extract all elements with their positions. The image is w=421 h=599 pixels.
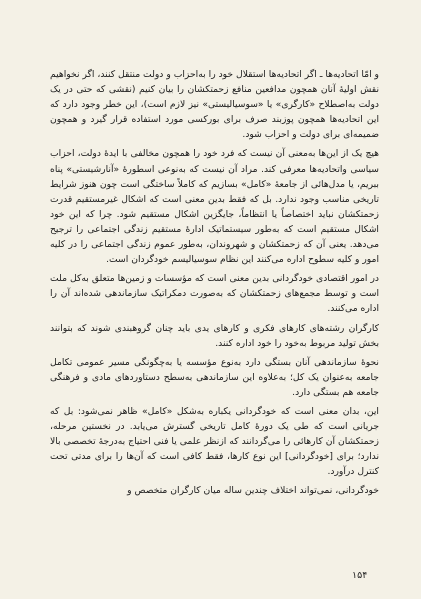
page-number: ۱۵۴ <box>352 570 368 581</box>
paragraph: کارگران رشته‌های کارهای فکری و کارهای یدی باید چنان گروهبندی شوند که بتوانند بخش تولید مربوط به‌خود را خود اداره کنند. <box>50 322 379 349</box>
paragraph: نحوهٔ سازماندهی آنان بستگی دارد به‌نوع مؤسسه یا به‌چگونگی مسیر عمومی تکامل جامعه به‌عنوان یک کل؛ به‌علاوه این سازماندهی به‌سطح دستاوردهای مادی و فرهنگی جامعه هم بستگی دارد. <box>50 356 379 398</box>
paragraph: هیچ یک از این‌ها به‌معنی آن نیست که فرد خود را همچون مخالفی با ایدهٔ دولت، احزاب سیاسی واتحادیه‌ها معرفی کند. مراد آن نیست که به‌نوعی اسطورهٔ «آنارشیستی» پناه ببریم، یا مدل‌هائی از جامعهٔ «کامل» بسازیم که کاملاً ساختگی است چون هنوز شرایط تاریخی مناسب وجود ندارد. بل که فقط بدین معنی است که اشکال غیرمستقیم قدرت زحمتکشان نباید اختصاصاً یا انتظاماً، جایگزین اشکال مستقیم شود. چرا که این خود اشکال مستقیم است که به‌طور سیستماتیک ادارهٔ مستقیم زندگی اجتماعی را ترجیح می‌دهد. یعنی آن که زحمتکشان و شهروندان، به‌طور عموم زندگی اجتماعی را در کلیه امور و کلیه سطوح اداره می‌کنند این نظام سوسیالیسم خودگردان است. <box>50 148 379 266</box>
paragraph: و امّا اتحادیه‌ها ـ اگر اتحادیه‌ها استقلال خود را به‌احزاب و دولت منتقل کنند، اگر نخواهیم نقش اولیهٔ آنان همچون مدافعین منافع زحمتکشان را بیان کنیم (نقشی که حتی در یک دولت به‌اصطلاح «کارگری» یا «سوسیالیستی» نیز لازم است)، این خطر وجود دارد که این اتحادیه‌ها همچون پوزبند صرف برای بورکسی مورد استفاده قرار گیرد و همچون ضمیمه‌ای برای دولت و احزاب شود. <box>50 69 379 141</box>
body-text <box>50 67 379 499</box>
paragraph: در امور اقتصادی خودگردانی بدین معنی است که مؤسسات و زمین‌ها متعلق به‌کل ملت است و توسط مجمع‌های زحمتکشان که به‌صورت دمکراتیک سازماندهی شده‌اند آن را اداره می‌کنند. <box>50 273 379 315</box>
paragraph: خودگردانی، نمی‌تواند اختلاف چندین ساله میان کارگران متخصص و <box>127 485 379 497</box>
paragraph: این، بدان معنی است که خودگردانی یکباره به‌شکل «کامل» ظاهر نمی‌شود: بل که جریانی است که طی یک دورهٔ کامل تاریخی گسترش می‌یابد. در نخستین مرحله، زحمتکشان آن کارهائی را می‌گردانند که ازنظر علمی یا فنی احتیاج به‌درجهٔ تخصصی بالا ندارد؛ برای [خودگردانی] این نوع کارها، فقط کافی است که آن‌ها را برای مدتی تحت کنترل درآورد. <box>50 405 379 478</box>
